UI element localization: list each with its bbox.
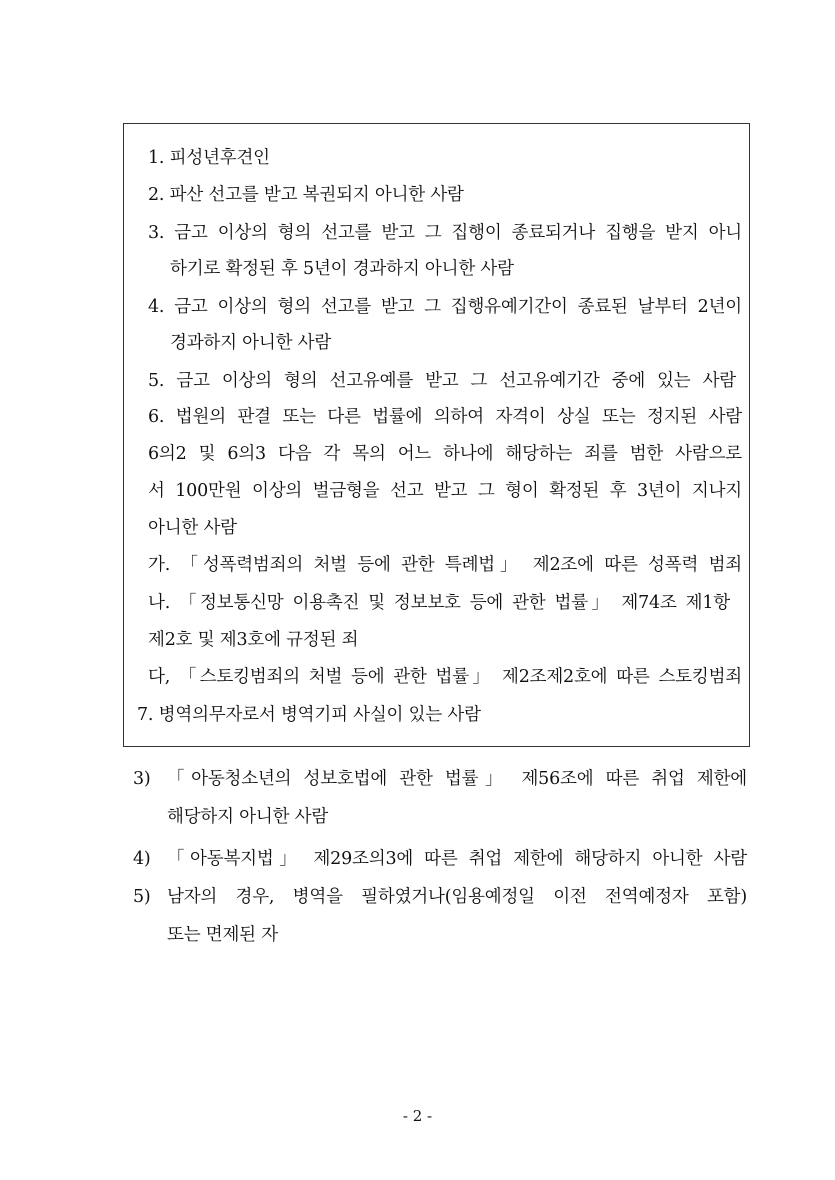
box-line-6: 6. 법원의 판결 또는 다른 법률에 의하여 자격이 상실 또는 정지된 사람 (148, 407, 742, 427)
disqualification-box (123, 123, 750, 747)
box-subitem-da: 다, 「스토킹범죄의 처벌 등에 관한 법률」 제2조제2호에 따른 스토킹범죄 (148, 667, 742, 687)
box-line-7: 7. 병역의무자로서 병역기피 사실이 있는 사람 (137, 705, 481, 725)
box-line-6-2-end: 아니한 사람 (148, 518, 237, 538)
box-line-3-cont: 하기로 확정된 후 5년이 경과하지 아니한 사람 (170, 259, 514, 279)
box-line-6-2: 6의2 및 6의3 다음 각 목의 어느 하나에 해당하는 죄를 범한 사람으로 (148, 444, 742, 464)
page-number: - 2 - (402, 1107, 433, 1125)
box-subitem-na-cont: 제2호 및 제3호에 규정된 죄 (148, 630, 359, 650)
item-4-number: 4) (133, 849, 151, 869)
box-line-3: 3. 금고 이상의 형의 선고를 받고 그 집행이 종료되거나 집행을 받지 아니 (148, 223, 742, 243)
item-3-text: 「아동청소년의 성보호법에 관한 법률」 제56조에 따른 취업 제한에 (167, 769, 747, 789)
item-5-text-cont: 또는 면제된 자 (167, 925, 278, 945)
item-4-text: 「아동복지법」 제29조의3에 따른 취업 제한에 해당하지 아니한 사람 (167, 849, 747, 869)
item-5-number: 5) (133, 887, 151, 907)
item-3-number: 3) (133, 769, 151, 789)
box-line-4-cont: 경과하지 아니한 사람 (170, 333, 332, 353)
box-line-2: 2. 파산 선고를 받고 복권되지 아니한 사람 (148, 185, 464, 205)
box-line-1: 1. 피성년후견인 (148, 148, 270, 168)
box-line-5: 5. 금고 이상의 형의 선고유예를 받고 그 선고유예기간 중에 있는 사람 (148, 371, 736, 391)
item-5-text: 남자의 경우, 병역을 필하였거나(임용예정일 이전 전역예정자 포함) (167, 887, 747, 907)
box-line-6-2-cont: 서 100만원 이상의 벌금형을 선고 받고 그 형이 확정된 후 3년이 지나지 (148, 481, 742, 501)
box-subitem-na: 나. 「정보통신망 이용촉진 및 정보보호 등에 관한 법률」 제74조 제1항 (148, 593, 730, 613)
box-subitem-ga: 가. 「성폭력범죄의 처벌 등에 관한 특례법」 제2조에 따른 성폭력 범죄 (148, 555, 742, 575)
item-3-text-cont: 해당하지 아니한 사람 (167, 807, 329, 827)
box-line-4: 4. 금고 이상의 형의 선고를 받고 그 집행유예기간이 종료된 날부터 2년이 (148, 297, 742, 317)
